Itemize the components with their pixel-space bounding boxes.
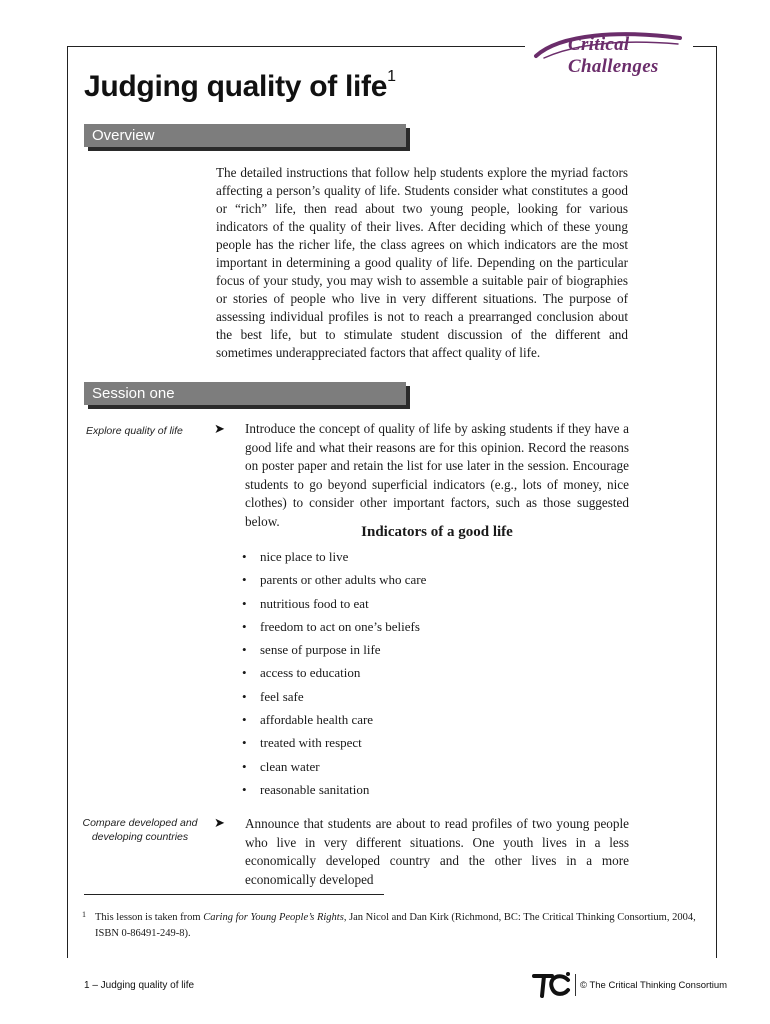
footnote-number: 1 <box>82 910 86 919</box>
footer-copyright: © The Critical Thinking Consortium <box>580 980 728 991</box>
overview-paragraph: The detailed instructions that follow help students explore the myriad factors affecting a person’s quality of life. Students consider what constitutes a good or “rich” life, then read about two young people, looking for various indicators of the quality of their lives. After deciding which of these young people has the richer life, the class agrees on which indicators are the most important in determining a good quality of life. Depending on the particular focus of your study, you may wish to assemble a suitable pair of biographies or stories of people who live in very different situations. The purpose of assessing individual profiles is not to reach a prearranged conclusion about the best life, but to stimulate student discussion of the different and sometimes underappreciated factors that affect quality of life. <box>216 165 628 360</box>
list-item: • sense of purpose in life <box>242 641 426 664</box>
critical-challenges-logo <box>530 28 690 77</box>
list-item: • freedom to act on one’s beliefs <box>242 618 426 641</box>
list-item: • affordable health care <box>242 711 426 734</box>
page-title <box>84 70 396 104</box>
session-one-banner: Session one <box>84 382 406 405</box>
footnote-book-title: Caring for Young People’s Rights <box>203 912 344 923</box>
footer-page-label: 1 – Judging quality of life <box>84 980 195 991</box>
arrow-bullet-icon: ➤ <box>214 421 225 436</box>
step-announce-paragraph: Announce that students are about to read profiles of two young people who live in very different situations. One youth lives in a less economically developed country and the other lives in a more economically developed <box>245 816 629 887</box>
list-item: • reasonable sanitation <box>242 781 426 804</box>
list-item: • nice place to live <box>242 548 426 571</box>
list-item: • feel safe <box>242 688 426 711</box>
arrow-bullet-icon: ➤ <box>214 815 225 830</box>
indicators-list <box>242 548 426 804</box>
footnote-body <box>82 910 712 942</box>
footnote-suffix: , Jan Nicol and Dan Kirk (Richmond, BC: The Critical Thinking Consortium, 2004, ISBN 0-86491-249-8). <box>95 912 696 939</box>
page-frame-top-right <box>693 46 716 47</box>
indicators-heading: Indicators of a good life <box>361 524 513 540</box>
footer-divider <box>575 974 576 996</box>
list-item: • treated with respect <box>242 734 426 757</box>
page-frame-top <box>67 46 525 47</box>
list-item: • parents or other adults who care <box>242 571 426 594</box>
page-title-text: Judging quality of life <box>84 70 388 103</box>
step-introduce-paragraph: Introduce the concept of quality of life by asking students if they have a good life and what their reasons are for this opinion. Record the reasons on poster paper and retain the list for use later in the session. Encourage students to go beyond superficial indicators (e.g., lots of money, nice clothes) to consider other important factors, such as those suggested below. <box>245 421 629 529</box>
brand-name: Critical Challenges <box>568 34 659 77</box>
footnote-prefix: This lesson is taken from <box>95 912 204 923</box>
list-item: • clean water <box>242 758 426 781</box>
tc-logo-icon <box>530 968 574 1000</box>
title-footnote-mark: 1 <box>387 68 396 85</box>
side-label-compare: Compare developed and developing countries <box>82 817 198 843</box>
list-item: • access to education <box>242 664 426 687</box>
page-frame-left <box>67 46 68 958</box>
side-label-explore: Explore quality of life <box>86 425 183 437</box>
overview-banner: Overview <box>84 124 406 147</box>
footnote <box>82 910 712 942</box>
page-frame-right <box>716 46 717 958</box>
footnote-rule <box>84 894 384 895</box>
list-item: • nutritious food to eat <box>242 595 426 618</box>
